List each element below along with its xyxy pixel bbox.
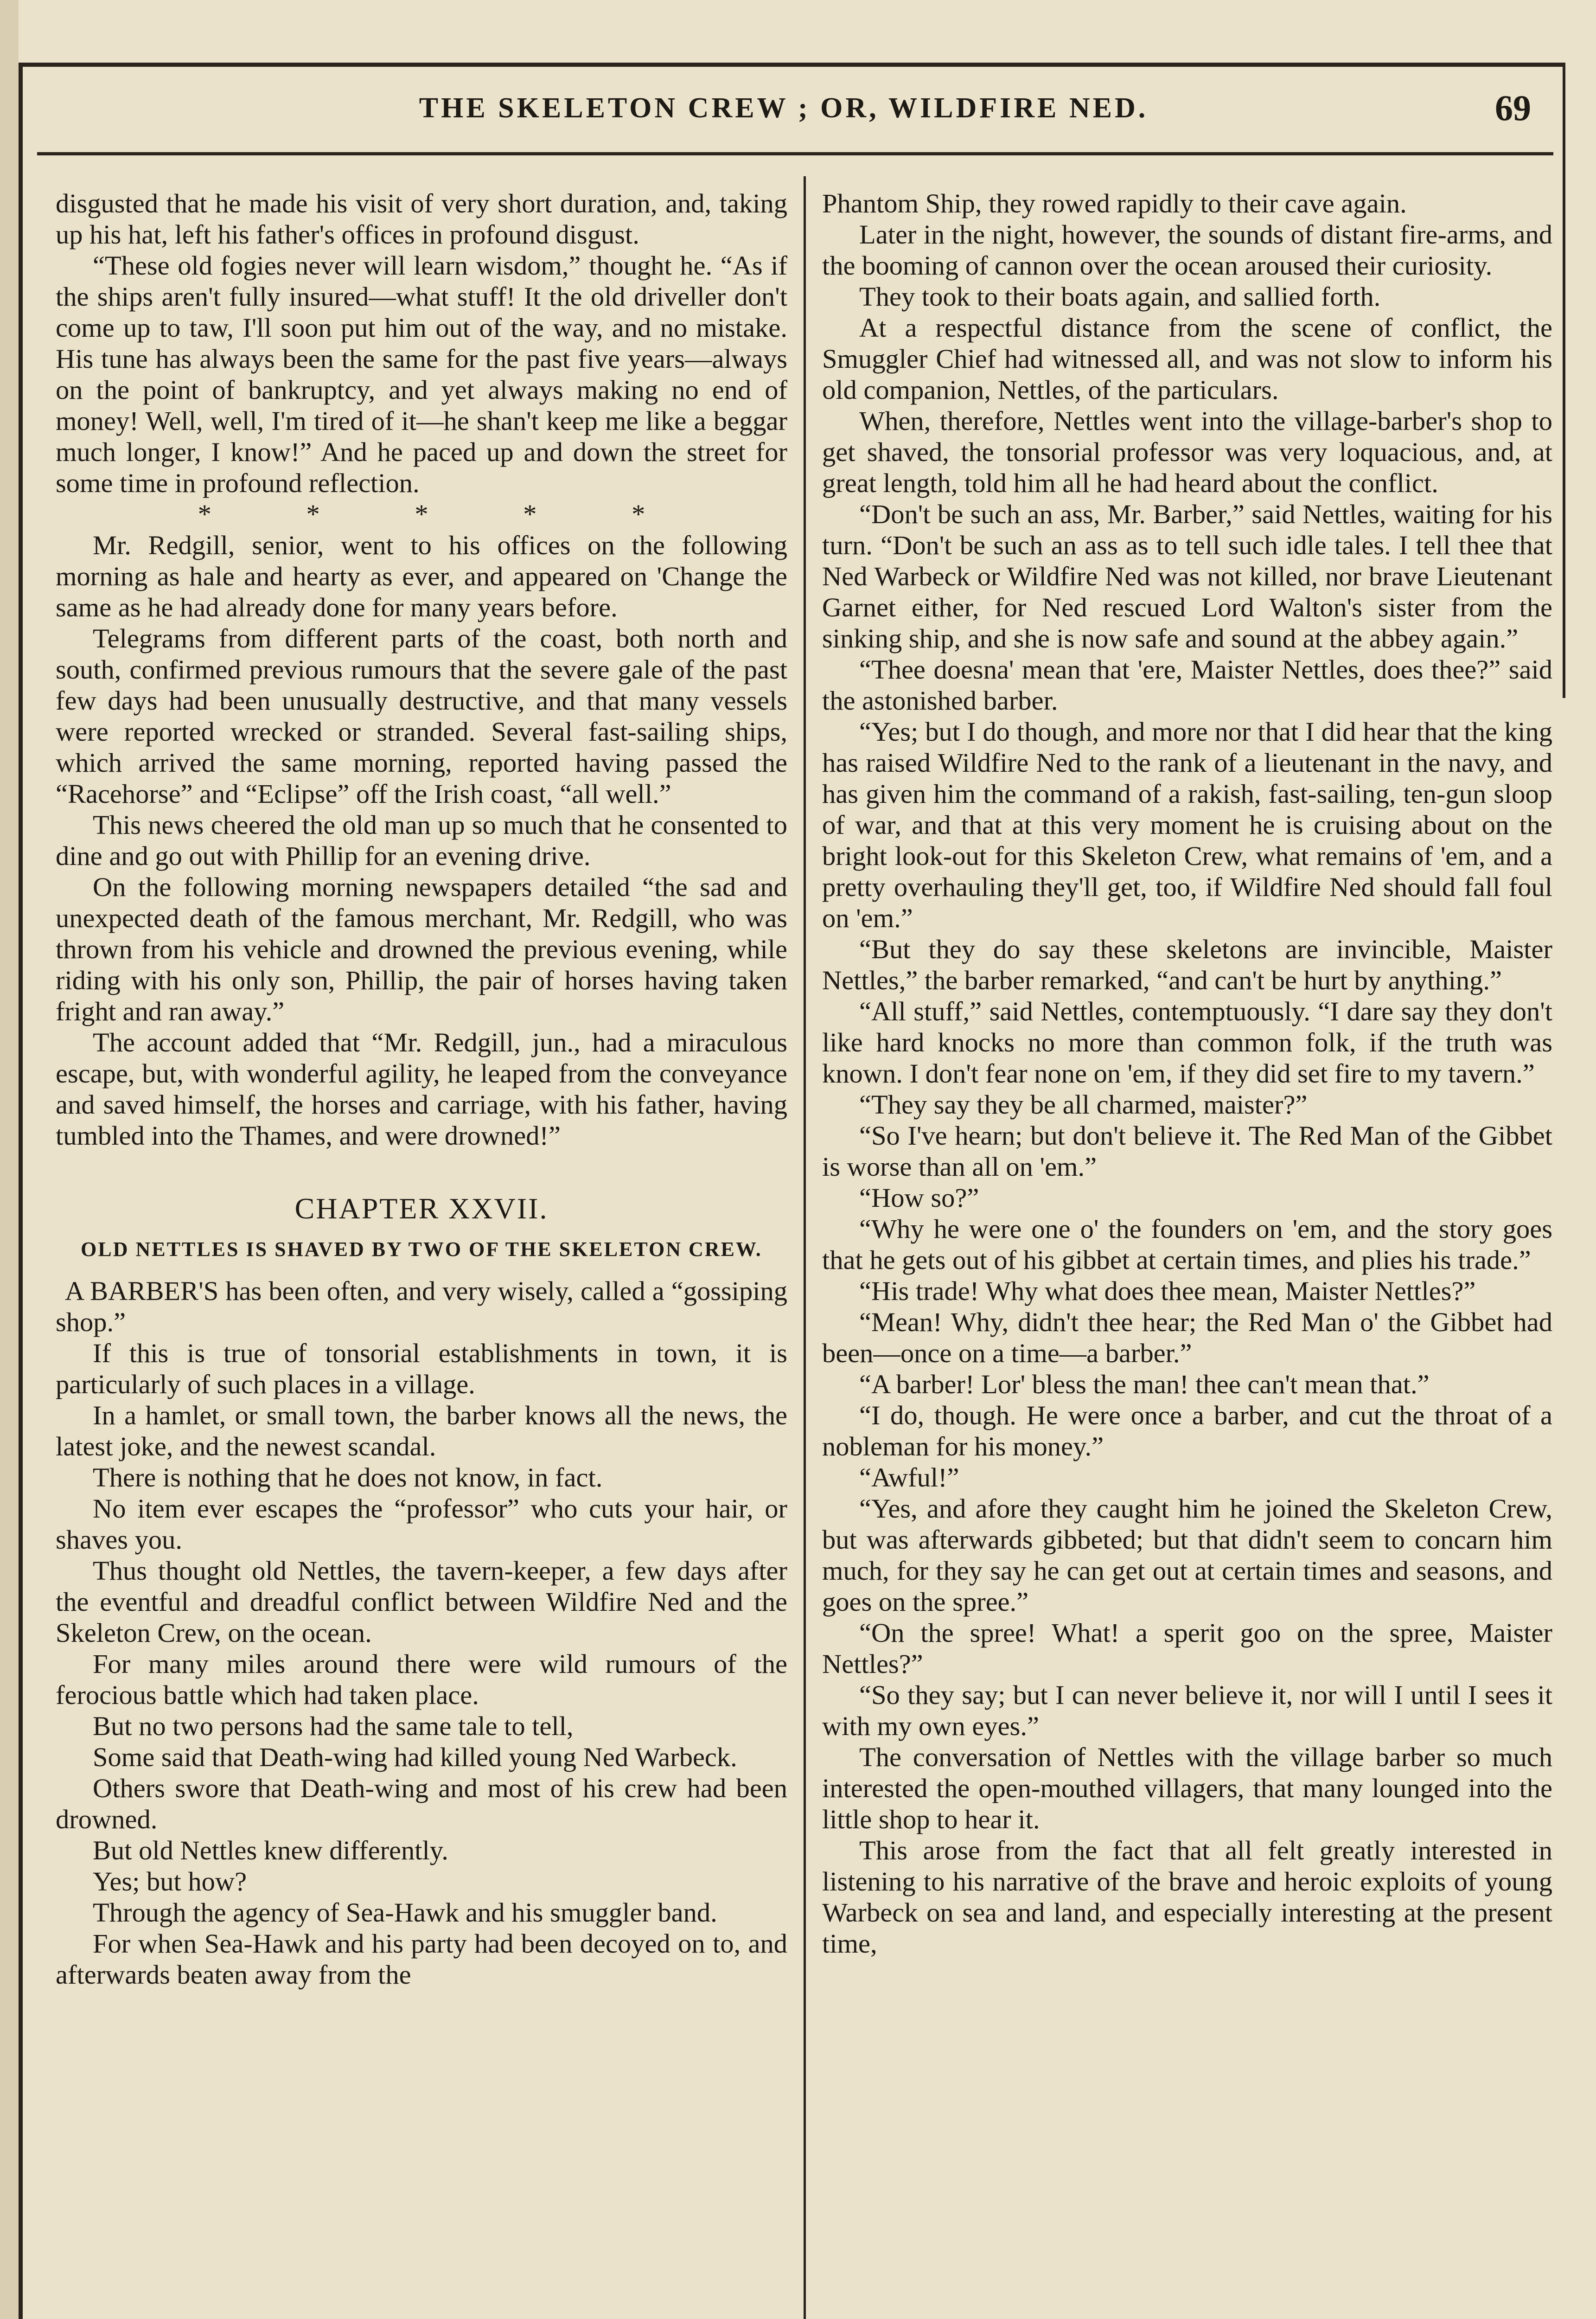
paragraph: On the following morning newspapers detailed “the sad and unexpected death of the famous merchant, Mr. Redgill, who was thrown from his vehicle and drowned the previous evening, while riding with his only son, Phillip, the pair of horses having taken fright and ran away.” — [56, 872, 787, 1026]
book-page — [19, 0, 1596, 2319]
paragraph: “But they do say these skeletons are invincible, Maister Nettles,” the barber remarked, “and can't be hurt by anything.” — [822, 934, 1552, 995]
paragraph: This arose from the fact that all felt greatly interested in listening to his narrative of the brave and heroic exploits of young Warbeck on sea and land, and especially interesting at the present time, — [822, 1835, 1552, 1959]
paragraph: A BARBER'S has been often, and very wisely, called a “gossiping shop.” — [56, 1276, 787, 1337]
paragraph: “On the spree! What! a sperit goo on the spree, Maister Nettles?” — [822, 1618, 1552, 1679]
paragraph: “Mean! Why, didn't thee hear; the Red Man o' the Gibbet had been—once on a time—a barber.” — [822, 1307, 1552, 1368]
right-border-rule — [1563, 63, 1565, 698]
paragraph: “All stuff,” said Nettles, contemptuously. “I dare say they don't like hard knocks no more than common folk, if the truth was known. I don't fear none on 'em, if they did set fire to my tavern.” — [822, 996, 1552, 1089]
paragraph: “Why he were one o' the founders on 'em, and the story goes that he gets out of his gibbet at certain times, and plies his trade.” — [822, 1214, 1552, 1275]
paragraph: For many miles around there were wild rumours of the ferocious battle which had taken place. — [56, 1649, 787, 1710]
paragraph: “Yes; but I do though, and more nor that I did hear that the king has raised Wildfire Ned to the rank of a lieutenant in the navy, and has given him the command of a rakish, fast-sailing, ten-gun sloop of war, and that at this very moment he is cruising about on the bright look-out for this Skeleton Crew, what remains of 'em, and a pretty overhauling they'll get, too, if Wildfire Ned should fall foul on 'em.” — [822, 717, 1552, 933]
paragraph: Telegrams from different parts of the coast, both north and south, confirmed previous rumours that the severe gale of the past few days had been unusually destructive, and that many vessels were reported wrecked or stranded. Several fast-sailing ships, which arrived the same morning, reported having passed the “Racehorse” and “Eclipse” off the Irish coast, “all well.” — [56, 623, 787, 809]
paragraph: But no two persons had the same tale to tell, — [93, 1711, 574, 1741]
paragraph: “So they say; but I can never believe it, nor will I until I sees it with my own eyes.” — [822, 1680, 1552, 1741]
paragraph: “They say they be all charmed, maister?” — [859, 1089, 1308, 1120]
paragraph: At a respectful distance from the scene of conflict, the Smuggler Chief had witnessed all, and was not slow to inform his old companion, Nettles, of the particulars. — [822, 313, 1552, 405]
paragraph: This news cheered the old man up so much that he consented to dine and go out with Phillip for an evening drive. — [56, 810, 787, 871]
paragraph: “A barber! Lor' bless the man! thee can't mean that.” — [859, 1369, 1430, 1399]
paragraph: Some said that Death-wing had killed young Ned Warbeck. — [93, 1742, 737, 1772]
paragraph: Others swore that Death-wing and most of his crew had been drowned. — [56, 1773, 787, 1834]
left-border-rule — [19, 63, 23, 2319]
paragraph: “I do, though. He were once a barber, and cut the throat of a nobleman for his money.” — [822, 1400, 1552, 1461]
paragraph: For when Sea-Hawk and his party had been decoyed on to, and afterwards beaten away from the — [56, 1928, 787, 1990]
page-gutter — [0, 0, 19, 2319]
paragraph: Thus thought old Nettles, the tavern-keeper, a few days after the eventful and dreadful conflict between Wildfire Ned and the Skeleton Crew, on the ocean. — [56, 1556, 787, 1648]
paragraph: But old Nettles knew differently. — [93, 1835, 448, 1865]
paragraph: “His trade! Why what does thee mean, Maister Nettles?” — [859, 1276, 1476, 1306]
right-column — [822, 188, 1552, 1959]
paragraph: The account added that “Mr. Redgill, jun., had a miraculous escape, but, with wonderful agility, he leaped from the conveyance and saved himself, the horses and carriage, with his father, having tumbled into the Thames, and were drowned!” — [56, 1027, 787, 1151]
paragraph: If this is true of tonsorial establishments in town, it is particularly of such places in a village. — [56, 1338, 787, 1399]
paragraph: disgusted that he made his visit of very short duration, and, taking up his hat, left his father's offices in profound disgust. — [56, 188, 787, 250]
paragraph: In a hamlet, or small town, the barber knows all the news, the latest joke, and the newest scandal. — [56, 1400, 787, 1461]
paragraph: Through the agency of Sea-Hawk and his smuggler band. — [93, 1897, 717, 1928]
paragraph: The conversation of Nettles with the village barber so much interested the open-mouthed villagers, that many lounged into the little shop to hear it. — [822, 1742, 1552, 1834]
column-divider — [804, 176, 806, 2319]
page-number: 69 — [1495, 88, 1531, 128]
section-break: * * * * * — [198, 499, 645, 529]
top-border-rule — [19, 63, 1565, 67]
chapter-title: CHAPTER XXVII. — [294, 1192, 549, 1225]
paragraph: “So I've hearn; but don't believe it. The Red Man of the Gibbet is worse than all on 'em.” — [822, 1121, 1552, 1182]
paragraph: “Thee doesna' mean that 'ere, Maister Nettles, does thee?” said the astonished barber. — [822, 654, 1552, 716]
paragraph: No item ever escapes the “professor” who cuts your hair, or shaves you. — [56, 1493, 787, 1555]
header-rule — [37, 152, 1553, 155]
left-column — [56, 188, 787, 1990]
paragraph: Later in the night, however, the sounds of distant fire-arms, and the booming of cannon over the ocean aroused their curiosity. — [822, 219, 1552, 281]
paragraph: “Awful!” — [859, 1462, 959, 1493]
paragraph: “These old fogies never will learn wisdom,” thought he. “As if the ships aren't fully insured—what stuff! It the old driveller don't come up to taw, I'll soon put him out of the way, and no mistake. His tune has always been the same for the past five years—always on the point of bankruptcy, and yet always making no end of money! Well, well, I'm tired of it—he shan't keep me like a beggar much longer, I know!” And he paced up and down the street for some time in profound reflection. — [56, 250, 787, 498]
paragraph: “Yes, and afore they caught him he joined the Skeleton Crew, but was afterwards gibbeted; but that didn't seem to concarn him much, for they say he can get out at certain times and seasons, and goes on the spree.” — [822, 1493, 1552, 1617]
paragraph: Phantom Ship, they rowed rapidly to their cave again. — [822, 188, 1407, 218]
paragraph: Mr. Redgill, senior, went to his offices on the following morning as hale and hearty as ever, and appeared on 'Change the same as he had already done for many years before. — [56, 530, 787, 622]
chapter-subtitle: OLD NETTLES IS SHAVED BY TWO OF THE SKELETON CREW. — [81, 1238, 762, 1261]
paragraph: They took to their boats again, and sallied forth. — [859, 282, 1381, 312]
paragraph: When, therefore, Nettles went into the village-barber's shop to get shaved, the tonsorial professor was very loquacious, and, at great length, told him all he had heard about the conflict. — [822, 406, 1552, 498]
running-header: THE SKELETON CREW ; OR, WILDFIRE NED. — [419, 92, 1149, 124]
paragraph: Yes; but how? — [93, 1866, 247, 1896]
paragraph: “Don't be such an ass, Mr. Barber,” said Nettles, waiting for his turn. “Don't be such an ass as to tell such idle tales. I tell thee that Ned Warbeck or Wildfire Ned was not killed, nor brave Lieutenant Garnet either, for Ned rescued Lord Walton's sister from the sinking ship, and she is now safe and sound at the abbey again.” — [822, 499, 1552, 653]
paragraph: “How so?” — [859, 1183, 979, 1213]
paragraph: There is nothing that he does not know, in fact. — [93, 1462, 603, 1493]
